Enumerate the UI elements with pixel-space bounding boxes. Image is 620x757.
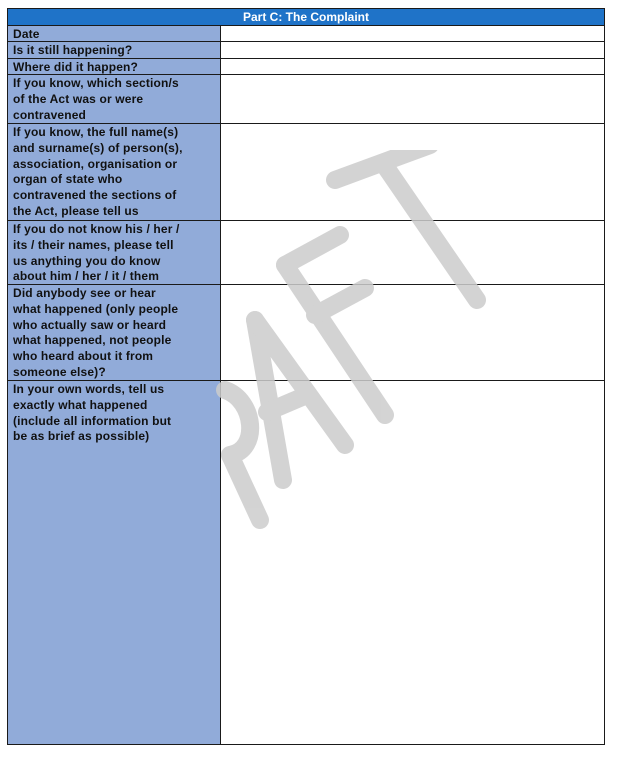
description-field[interactable] [221, 381, 604, 744]
row-date [8, 26, 604, 42]
date-field[interactable] [221, 26, 604, 41]
location-field[interactable] [221, 59, 604, 74]
sections-label: If you know, which section/s of the Act was or were contravened [8, 75, 221, 123]
witnesses-field[interactable] [221, 285, 604, 380]
date-label: Date [8, 26, 221, 41]
row-unknown-names [8, 221, 604, 285]
row-witnesses [8, 285, 604, 381]
unknown-names-field[interactable] [221, 221, 604, 284]
unknown-names-label: If you do not know his / her / its / their names, please tell us anything you do know about him / her / it / them [8, 221, 221, 284]
witnesses-label: Did anybody see or hear what happened (only people who actually saw or heard what happened, not people who heard about it from someone else)? [8, 285, 221, 380]
row-description [8, 381, 604, 744]
location-label: Where did it happen? [8, 59, 221, 74]
complaint-form [7, 8, 605, 745]
sections-field[interactable] [221, 75, 604, 123]
still-happening-label: Is it still happening? [8, 42, 221, 58]
still-happening-field[interactable] [221, 42, 604, 58]
names-field[interactable] [221, 124, 604, 220]
row-still-happening [8, 42, 604, 59]
names-label: If you know, the full name(s) and surname(s) of person(s), association, organisation or organ of state who contravened the sections of the Act, please tell us [8, 124, 221, 220]
row-names [8, 124, 604, 221]
row-sections [8, 75, 604, 124]
row-location [8, 59, 604, 75]
description-label: In your own words, tell us exactly what happened (include all information but be as brief as possible) [8, 381, 221, 744]
form-title: Part C: The Complaint [8, 9, 604, 26]
